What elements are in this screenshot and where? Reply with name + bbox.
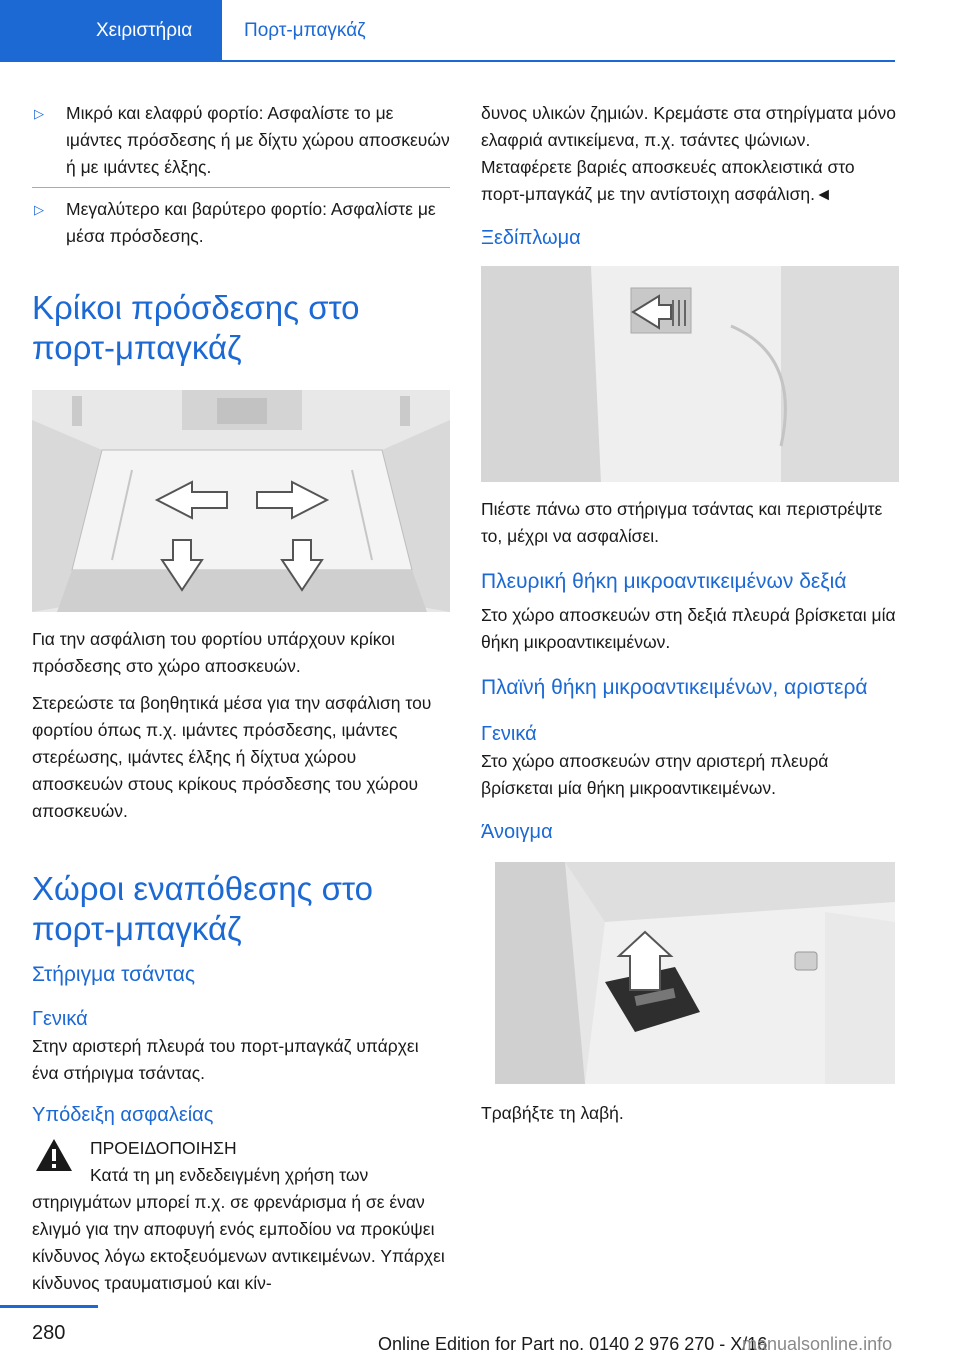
warning-title: ΠΡΟΕΙΔΟΠΟΙΗΣΗ — [90, 1138, 237, 1158]
watermark: manualsonline.info — [742, 1334, 893, 1354]
side-compartment-figure — [495, 862, 895, 1084]
triangle-bullet-icon: ▷ — [34, 202, 44, 217]
paragraph-warning-continued: δυνος υλικών ζημιών. Κρεμάστε στα στηρίγματα μόνο ελαφριά αντικείμενα, π.χ. τσάντες ψώνιων. Μεταφέρετε βαριές αποσκευές αποκλειστικά στο πορτ-μπαγκάζ με την αντίστοιχη ασφάλιση.◄ — [481, 103, 896, 204]
heading-bag-hook: Στήριγμα τσάντας — [32, 963, 195, 986]
heading-general: Γενικά — [32, 1008, 88, 1030]
heading-tie-down-rings: Κρίκοι πρόσδεσης στο πορτ-μπαγκάζ — [32, 289, 360, 366]
paragraph-general: Στην αριστερή πλευρά του πορτ-μπαγκάζ υπάρχει ένα στήριγμα τσάντας. — [32, 1036, 419, 1083]
paragraph-side-right: Στο χώρο αποσκευών στη δεξιά πλευρά βρίσκεται μία θήκη μικροαντικειμένων. — [481, 605, 896, 652]
trunk-tie-down-figure — [32, 390, 450, 612]
heading-open: Άνοιγμα — [481, 821, 553, 843]
divider — [32, 187, 450, 188]
heading-storage: Χώροι εναπόθεσης στο πορτ-μπαγκάζ — [32, 870, 373, 947]
paragraph-side-left: Στο χώρο αποσκευών στην αριστερή πλευρά βρίσκεται μία θήκη μικροαντικειμένων. — [481, 751, 829, 798]
heading-safety-note: Υπόδειξη ασφαλείας — [32, 1104, 214, 1126]
warning-block — [32, 1135, 450, 1297]
triangle-bullet-icon: ▷ — [34, 106, 44, 121]
paragraph-unfold: Πιέστε πάνω στο στήριγμα τσάντας και περιστρέψτε το, μέχρι να ασφαλίσει. — [481, 499, 883, 546]
side-compartment-illustration — [495, 862, 895, 1084]
warning-triangle-icon — [34, 1137, 74, 1173]
footer-edition: Online Edition for Part no. 0140 2 976 270 - X/16 — [378, 1334, 768, 1354]
heading-general-2: Γενικά — [481, 723, 537, 745]
header-divider — [222, 60, 895, 62]
bullet-large-cargo — [32, 196, 450, 250]
paragraph-rings-2: Στερεώστε τα βοηθητικά μέσα για την ασφάλιση του φορτίου όπως π.χ. ιμάντες πρόσδεσης, ιμάντες στερέωσης, ιμάντες έλξης ή δίχτυα χώρου αποσκευών στους κρίκους πρόσδεσης του χώρου αποσκευών. — [32, 693, 432, 821]
tab-controls[interactable]: Χειριστήρια — [0, 0, 222, 62]
header-bar — [0, 0, 895, 62]
bullet-text: Μικρό και ελαφρύ φορτίο: Ασφαλίστε το με ιμάντες πρόσδεσης ή με δίχτυ χώρου αποσκευών ή με ιμάντες έλξης. — [66, 103, 450, 177]
bag-hook-illustration — [481, 266, 899, 482]
paragraph-rings-1: Για την ασφάλιση του φορτίου υπάρχουν κρίκοι πρόσδεσης στο χώρο αποσκευών. — [32, 629, 395, 676]
right-column — [481, 100, 899, 1137]
tab-luggage-compartment[interactable]: Πορτ-μπαγκάζ — [244, 20, 366, 41]
trunk-illustration — [32, 390, 450, 612]
heading-side-storage-left: Πλαϊνή θήκη μικροαντικειμένων, αριστερά — [481, 676, 868, 699]
footer-divider — [0, 1305, 98, 1308]
page-number: 280 — [32, 1322, 66, 1344]
bag-hook-figure — [481, 266, 899, 482]
left-column — [32, 100, 450, 1297]
heading-unfold: Ξεδίπλωμα — [481, 227, 581, 249]
bullet-small-cargo — [32, 100, 450, 181]
bullet-text: Μεγαλύτερο και βαρύτερο φορτίο: Ασφαλίστε με μέσα πρόσδεσης. — [66, 199, 436, 246]
heading-side-storage-right: Πλευρική θήκη μικροαντικειμένων δεξιά — [481, 570, 847, 593]
warning-text: Κατά τη μη ενδεδειγμένη χρήση των στηριγμάτων μπορεί π.χ. σε φρενάρισμα ή σε έναν ελιγμό για την αποφυγή ενός εμποδίου να προκύψει κίνδυνος λόγω εκτοξευόμενων αντικειμένων. Υπάρχει κίνδυνος τραυματισμού και κίν- — [32, 1165, 445, 1293]
paragraph-open: Τραβήξτε τη λαβή. — [481, 1103, 624, 1123]
